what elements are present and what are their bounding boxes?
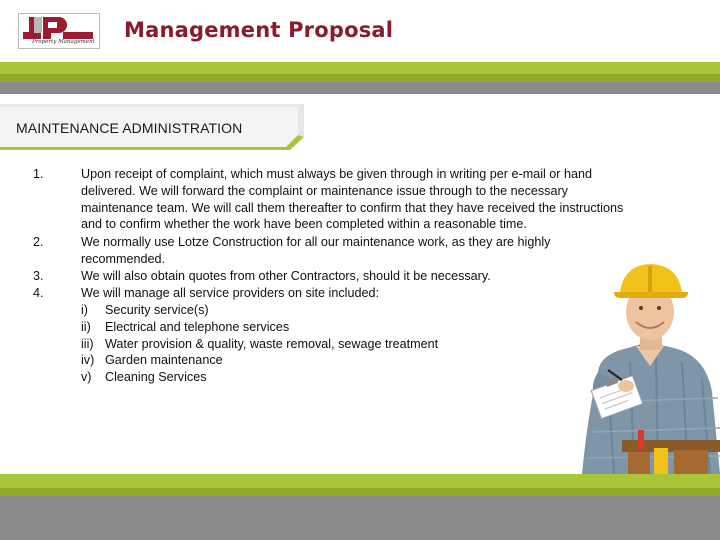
footer-green-band-shadow	[0, 488, 720, 496]
item-number: 4.	[33, 286, 44, 300]
sub-item-marker: v)	[81, 370, 92, 385]
item-number: 2.	[33, 235, 44, 249]
sub-item-text: Security service(s)	[105, 303, 209, 317]
sub-item-marker: iii)	[81, 336, 94, 351]
logo-tagline: Property Management	[32, 39, 95, 45]
sub-list-item	[81, 352, 501, 369]
sub-list	[81, 302, 501, 386]
sub-item-marker: ii)	[81, 319, 91, 334]
footer-gray-band	[0, 496, 720, 540]
sub-item-text: Cleaning Services	[105, 370, 207, 385]
sub-item-marker: iv)	[81, 353, 95, 368]
item-line: maintenance team. We will call them thereafter to confirm that they have received the instructions	[81, 200, 624, 215]
construction-worker-image	[578, 262, 720, 474]
sub-item-marker: i)	[81, 303, 88, 317]
sub-item-text: Electrical and telephone services	[105, 319, 290, 334]
list-item	[81, 166, 701, 233]
sub-list-item	[81, 336, 501, 353]
sub-list-item	[81, 369, 501, 386]
item-line: We normally use Lotze Construction for all our maintenance work, as they are highly	[81, 235, 551, 249]
section-heading: MAINTENANCE ADMINISTRATION	[16, 120, 243, 136]
item-number: 3.	[33, 269, 44, 283]
item-number: 1.	[33, 167, 44, 181]
sub-item-text: Garden maintenance	[105, 353, 223, 368]
item-line: Upon receipt of complaint, which must always be given through in writing per e-mail or hand	[81, 167, 592, 181]
item-line: delivered. We will forward the complaint or maintenance issue through to the necessary	[81, 183, 568, 198]
page-title: Management Proposal	[124, 18, 394, 42]
sub-list-item	[81, 302, 501, 319]
item-line: We will manage all service providers on site included:	[81, 286, 379, 300]
item-line: and to confirm whether the work have been completed within a reasonable time.	[81, 217, 527, 232]
footer-green-band	[0, 474, 720, 496]
item-line: We will also obtain quotes from other Contractors, should it be necessary.	[81, 269, 491, 283]
sub-item-text: Water provision & quality, waste removal, sewage treatment	[105, 336, 439, 351]
item-line: recommended.	[81, 251, 165, 266]
sub-list-item	[81, 319, 501, 336]
